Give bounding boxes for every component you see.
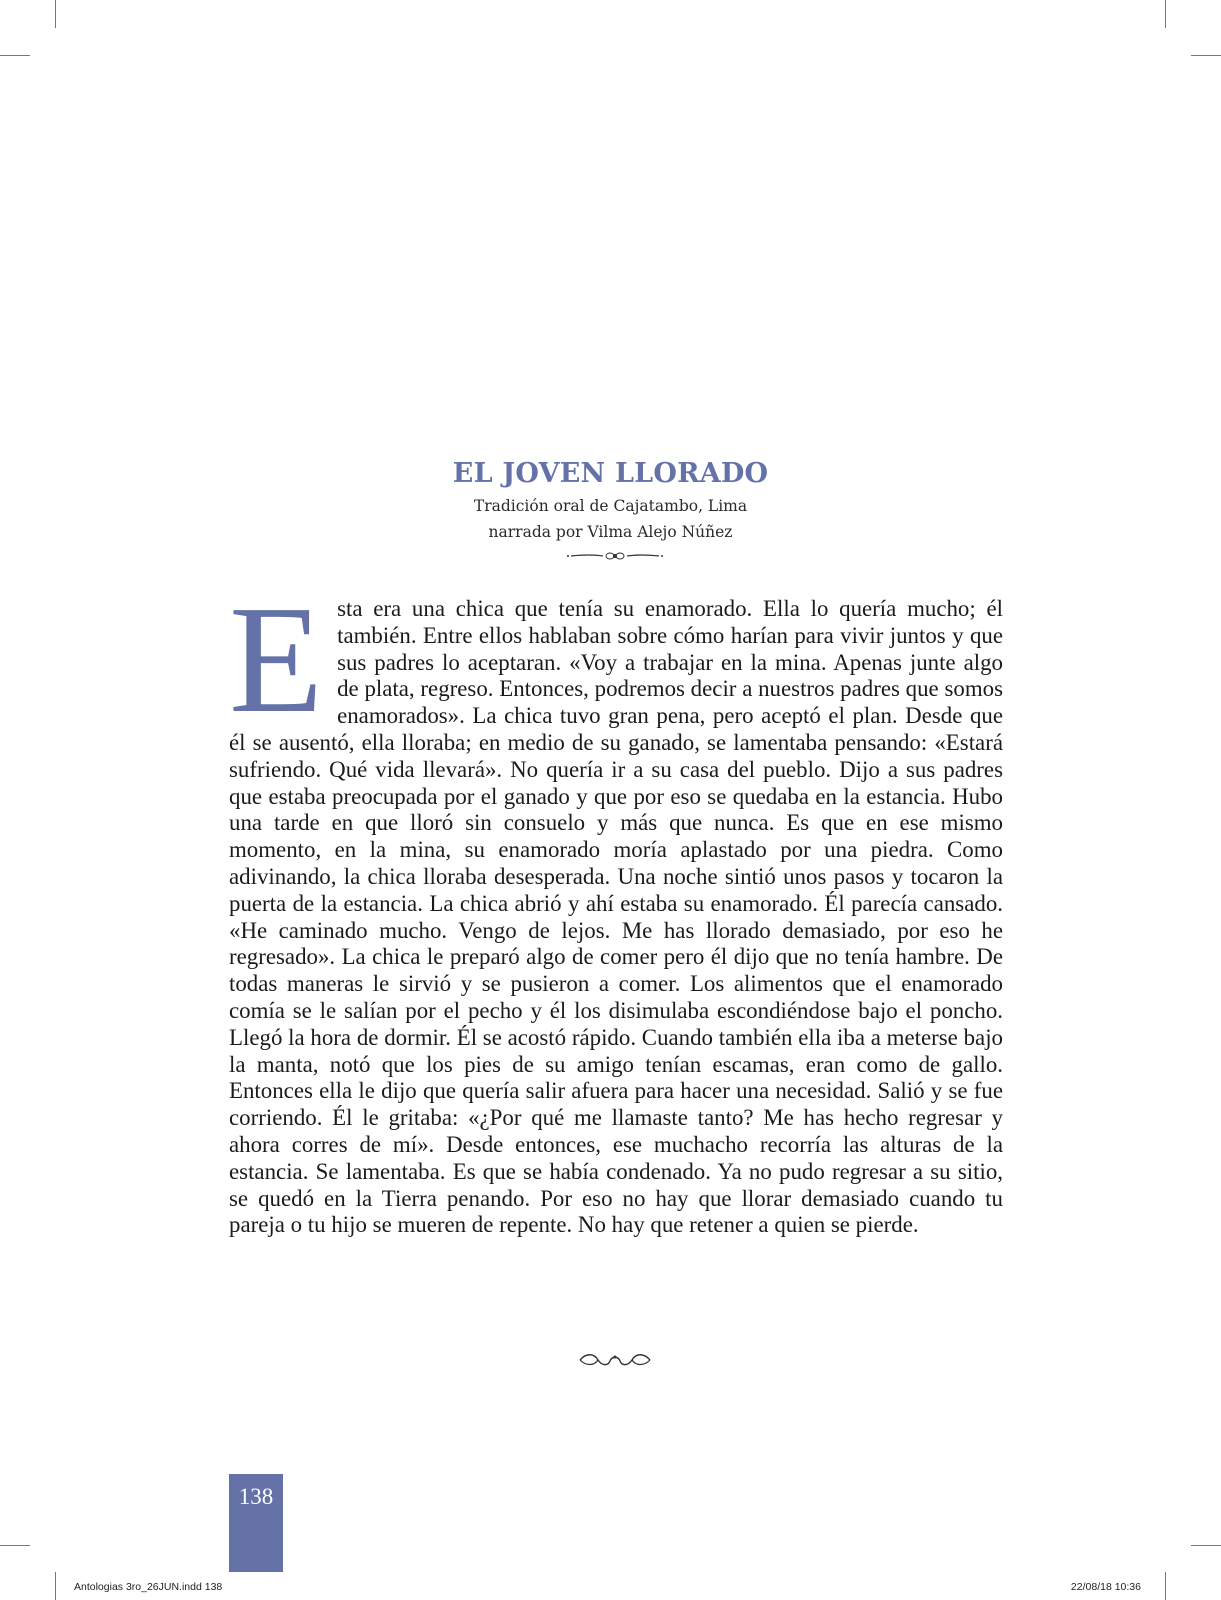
story-title: EL JOVEN LLORADO (452, 458, 769, 489)
story-body (229, 575, 1003, 1239)
crop-mark (0, 1545, 30, 1546)
print-slug-date: 22/08/18 10:36 (1070, 1581, 1141, 1593)
story-text: sta era una chica que tenía su enamorado. Ella lo quería mucho; él también. Entre ellos hablaban sobre cómo harían para vivir juntos y que sus padres lo aceptaran. «Voy a trabajar en la mina. Apenas junte algo de plata, regreso. Entonces, podremos decir a nuestros padres que somos enamorados». La chica tuvo gran pena, pero aceptó el plan. Desde que él se ausentó, ella lloraba; en medio de su ganado, se lamentaba pensando: «Estará sufriendo. Qué vida llevará». No quería ir a su casa del pueblo. Dijo a sus padres que estaba preocupada por el ganado y que por eso se quedaba en la estancia. Hubo una tarde en que lloró sin consuelo y más que nunca. Es que en ese mismo momento, en la mina, su enamorado moría aplastado por una piedra. Como adivinando, la chica lloraba desesperada. Una noche sintió unos pasos y tocaron la puerta de la estancia. La chica abrió y ahí estaba su enamorado. Él parecía cansado. «He caminado mucho. Vengo de lejos. Me has llorado demasiado, por eso he regresado». La chica le preparó algo de comer pero él dijo que no tenía hambre. De todas maneras le sirvió y se pusieron a comer. Los alimentos que el enamorado comía se le salían por el pecho y él los disimulaba escondiéndose bajo el poncho. Llegó la hora de dormir. Él se acostó rápido. Cuando también ella iba a meterse bajo la manta, notó que los pies de su amigo tenían escamas, eran como de gallo. Entonces ella le dijo que quería salir afuera para hacer una necesidad. Salió y se fue corriendo. Él le gritaba: «¿Por qué me llamaste tanto? Me has hecho regresar y ahora corres de mí». Desde entonces, ese muchacho recorría las alturas de la estancia. Se lamentaba. Es que se había condenado. Ya no pudo regresar a su sitio, se quedó en la Tierra penando. Por eso no hay que llorar demasiado cuando tu pareja o tu hijo se mueren de repente. No hay que retener a quien se pierde. (229, 596, 1003, 1238)
crop-mark (55, 1572, 56, 1600)
page-number: 138 (238, 1484, 274, 1509)
crop-mark (1191, 55, 1221, 56)
crop-mark (55, 0, 56, 28)
story-narrator: narrada por Vilma Alejo Núñez (488, 523, 733, 541)
crop-mark (1165, 1572, 1166, 1600)
ornament-divider-icon (565, 550, 665, 562)
crop-mark (0, 55, 30, 56)
crop-mark (1165, 0, 1166, 28)
drop-cap: E (229, 575, 324, 745)
print-slug-file: Antologias 3ro_26JUN.indd 138 (74, 1581, 223, 1593)
page-number-tab (229, 1474, 283, 1572)
flourish-ornament-icon (576, 1351, 654, 1369)
crop-mark (1191, 1545, 1221, 1546)
story-origin: Tradición oral de Cajatambo, Lima (473, 497, 748, 515)
